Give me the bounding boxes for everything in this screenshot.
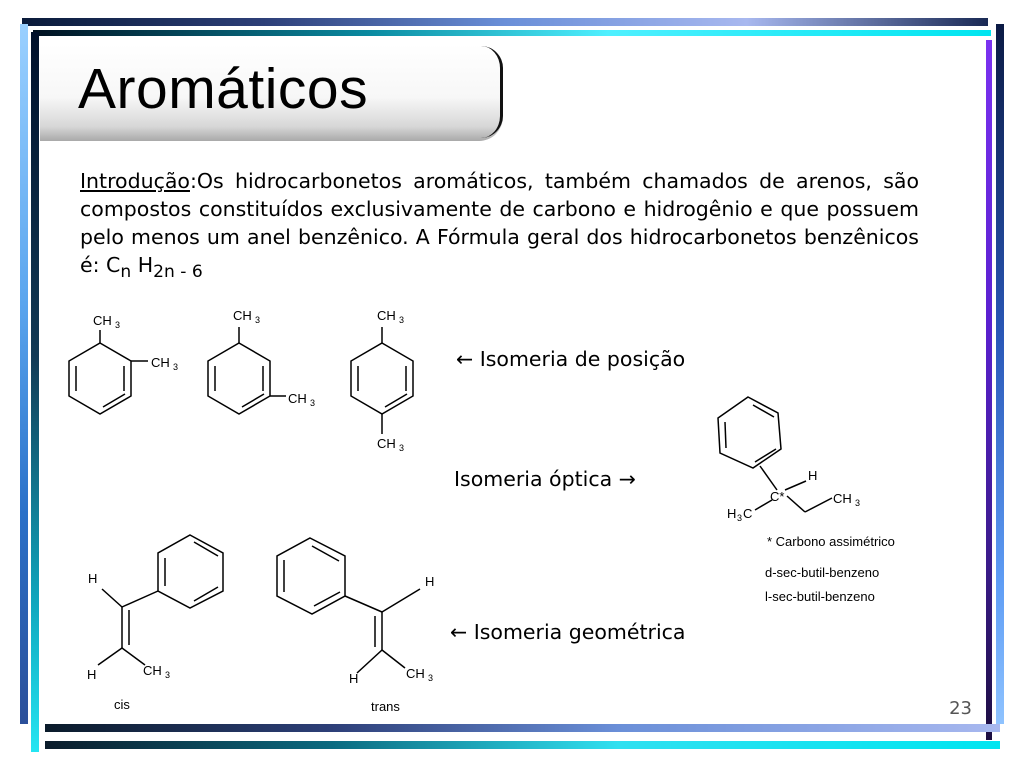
label-isomeria-geometrica: ← Isomeria geométrica <box>450 620 686 644</box>
label-ch3-sub: 3 <box>399 443 405 453</box>
formula-subscript-n: n <box>120 262 132 283</box>
formula-h: H <box>131 253 154 277</box>
label-ch3: CH <box>151 355 170 370</box>
label-h: H <box>808 468 818 483</box>
label-l-sec-butil-benzeno: l-sec-butil-benzeno <box>765 589 875 604</box>
label-ch3: CH <box>233 308 252 323</box>
label-carbono-assimetrico: * Carbono assimétrico <box>767 534 895 549</box>
label-h: H <box>88 571 98 586</box>
label-ch3: CH <box>93 313 112 328</box>
label-ch3-sub: 3 <box>255 315 261 325</box>
label-isomeria-posicao: ← Isomeria de posição <box>456 347 686 371</box>
label-ch3: CH <box>377 436 396 451</box>
label-ch3-sub: 3 <box>399 315 405 325</box>
trans-isomer-structure <box>277 538 420 673</box>
label-h3c-sub: 3 <box>737 513 743 523</box>
page-number: 23 <box>949 698 972 719</box>
cis-isomer-structure <box>98 535 223 665</box>
label-trans: trans <box>371 699 400 714</box>
label-ch3-sub: 3 <box>115 320 121 330</box>
label-d-sec-butil-benzeno: d-sec-butil-benzeno <box>765 565 880 580</box>
label-ch3: CH <box>288 391 307 406</box>
label-h3c-c: C <box>743 506 753 521</box>
label-h: H <box>349 671 359 686</box>
intro-text: :Os hidrocarbonetos aromáticos, também chamados de arenos, são compostos constituídos exclusivamente de carbono e hidrogênio e que possuem pelo menos um anel benzênico. A Fórmula geral dos hidrocarbonetos benzênicos é: C <box>80 169 919 277</box>
label-ch3: CH <box>377 308 396 323</box>
ortho-xylene-structure <box>69 330 148 414</box>
label-ch3: CH <box>406 666 425 681</box>
label-isomeria-optica: Isomeria óptica → <box>454 467 636 491</box>
formula-subscript-2n-6: 2n - 6 <box>153 262 203 283</box>
intro-heading: Introdução <box>80 169 190 193</box>
label-c-star: C* <box>770 489 785 504</box>
label-ch3-sub: 3 <box>165 670 171 680</box>
label-h3c-h: H <box>727 506 737 521</box>
meta-xylene-structure <box>208 327 286 414</box>
page-title: Aromáticos <box>78 57 369 121</box>
label-ch3: CH <box>143 663 162 678</box>
label-h: H <box>425 574 435 589</box>
label-cis: cis <box>114 697 130 712</box>
label-h: H <box>87 667 97 682</box>
label-ch3-sub: 3 <box>428 673 434 683</box>
label-ch3-sub: 3 <box>173 362 179 372</box>
label-ch3: CH <box>833 491 852 506</box>
label-ch3-sub: 3 <box>310 398 316 408</box>
label-ch3-sub: 3 <box>855 498 861 508</box>
para-xylene-structure <box>351 327 413 434</box>
